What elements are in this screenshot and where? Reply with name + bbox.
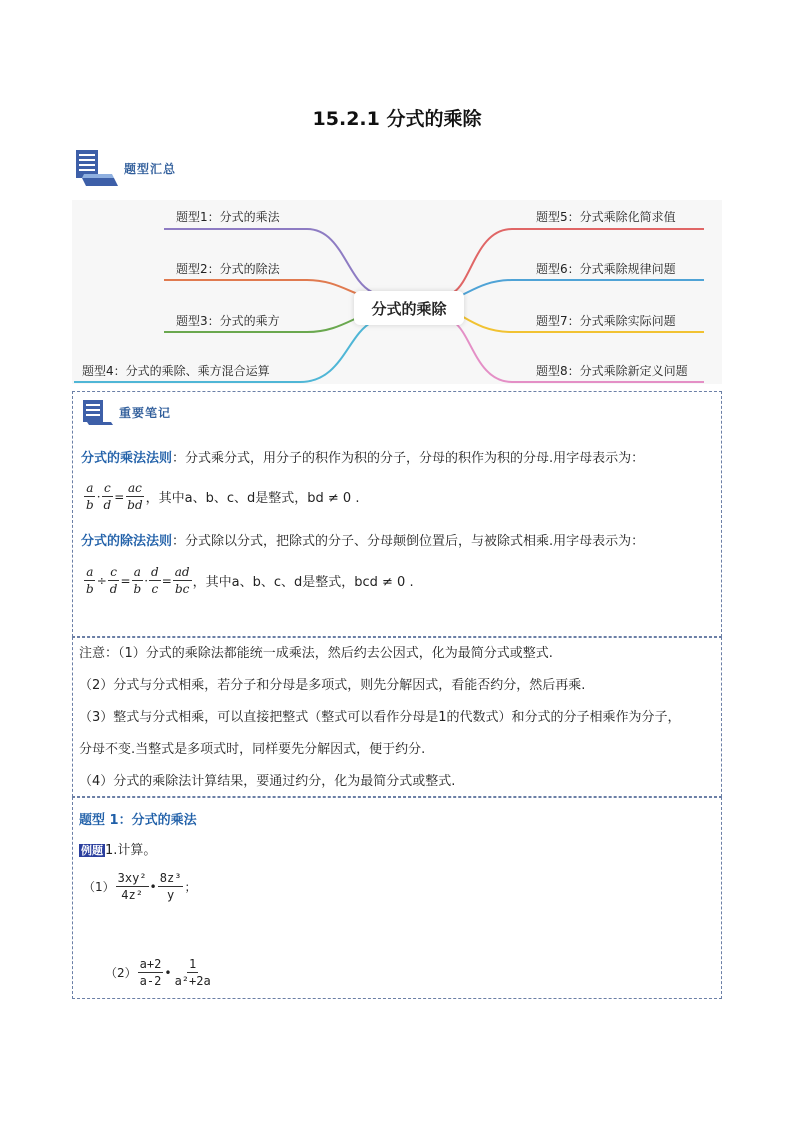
- notes-box: [72, 391, 722, 637]
- attention-line-3: （3）整式与分式相乘，可以直接把整式（整式可以看作分母是1的代数式）和分式的分子相乘作为分子，: [79, 710, 681, 725]
- rule1-text: ：分式乘分式，用分子的积作为积的分子，分母的积作为积的分母.用字母表示为：: [172, 451, 645, 466]
- r1-num: ac: [128, 481, 142, 495]
- r2-num: ad: [174, 565, 190, 579]
- attention-box: [72, 637, 722, 797]
- notes-header: [81, 398, 171, 426]
- r1-c: c: [103, 481, 111, 495]
- type1-box: [72, 797, 722, 999]
- summary-header: [74, 148, 176, 188]
- p1-num1: 3xy²: [117, 871, 147, 885]
- p1-end: ；: [184, 880, 197, 894]
- book-stack-icon: [74, 148, 120, 188]
- rule2-cond: ，其中a、b、c、d是整式，bcd ≠ 0 .: [192, 575, 414, 590]
- mindmap-left-2: 题型2：分式的除法: [176, 262, 280, 276]
- notebook-icon: [81, 398, 115, 426]
- r1-d: d: [103, 498, 112, 512]
- mindmap-left-3: 题型3：分式的乘方: [176, 314, 280, 328]
- r1-b: b: [86, 498, 94, 512]
- mindmap-left-1: 题型1：分式的乘法: [176, 210, 280, 224]
- p2-num2: 1: [189, 957, 197, 971]
- example-badge: 例题: [81, 844, 103, 857]
- attention-line-1: 注意：（1）分式的乘除法都能统一成乘法，然后约去公因式，化为最简分式或整式.: [79, 646, 553, 661]
- p1-dot: •: [149, 879, 157, 894]
- p2-num1: a+2: [139, 957, 162, 971]
- attention-line-2: （2）分式与分式相乘，若分子和分母是多项式，则先分解因式，看能否约分，然后再乘.: [79, 678, 586, 693]
- mindmap-left-4: 题型4：分式的乘除、乘方混合运算: [82, 364, 270, 378]
- mindmap-right-2: 题型6：分式乘除规律问题: [536, 262, 676, 276]
- type1-question: [79, 840, 156, 862]
- rule1-cond: ，其中a、b、c、d是整式，bd ≠ 0 .: [145, 491, 360, 506]
- type1-title: 题型 1：分式的乘法: [79, 813, 197, 828]
- p1-den1: 4z²: [121, 888, 143, 902]
- p2-label: （2）: [105, 966, 137, 980]
- notes-header-label: 重要笔记: [119, 405, 172, 420]
- branch-right-2: [454, 280, 704, 298]
- p2-den2: a²+2a: [174, 974, 211, 988]
- r1-a: a: [86, 481, 94, 495]
- attention-line-5: （4）分式的乘除法计算结果，要通过约分，化为最简分式或整式.: [79, 774, 456, 789]
- mindmap-right-4: 题型8：分式乘除新定义问题: [536, 364, 688, 378]
- rule2-text: ：分式除以分式，把除式的分子、分母颠倒位置后，与被除式相乘.用字母表示为：: [172, 534, 645, 549]
- mindmap-right-1: 题型5：分式乘除化简求值: [536, 210, 676, 224]
- problem-2: [105, 956, 214, 989]
- rule1-line: [81, 448, 644, 470]
- summary-header-label: 题型汇总: [124, 161, 177, 176]
- question-text: 1.计算。: [105, 843, 157, 858]
- r1-den: bd: [127, 498, 143, 512]
- rule2-line: [81, 531, 644, 553]
- rule2-formula: $\frac{a}{b}$ ÷ $\frac{c}{d}$ = $\frac{a}{b}$ · $\frac{d}{c}$ = $\frac{ad}{bc}$ ，其中a、b、c、d是整式，bcd ≠ 0 .: [86, 565, 414, 596]
- page-title: 15.2.1 分式的乘除: [312, 108, 482, 130]
- attention-line-4: 分母不变.当整式是多项式时，同样要先分解因式，便于约分.: [79, 742, 426, 757]
- r1-eq: =: [114, 489, 125, 504]
- mindmap-center: 分式的乘除: [354, 291, 464, 325]
- p2-dot: •: [164, 965, 172, 980]
- rule2-title: 分式的除法法则: [81, 534, 173, 549]
- mindmap-right-3: 题型7：分式乘除实际问题: [536, 314, 676, 328]
- r2-den: bc: [174, 582, 190, 596]
- p2-den1: a-2: [139, 974, 162, 988]
- p1-label: （1）: [83, 880, 115, 894]
- problem-1: [83, 870, 196, 903]
- rule1-formula: $\frac{a}{b}$ · $\frac{c}{d}$ = $\frac{ac}{bd}$ ，其中a、b、c、d是整式，bd ≠ 0 .: [86, 481, 360, 512]
- branch-left-2: [164, 280, 372, 298]
- p1-num2: 8z³: [159, 871, 182, 885]
- p1-den2: y: [167, 888, 175, 902]
- rule1-title: 分式的乘法法则: [81, 451, 173, 466]
